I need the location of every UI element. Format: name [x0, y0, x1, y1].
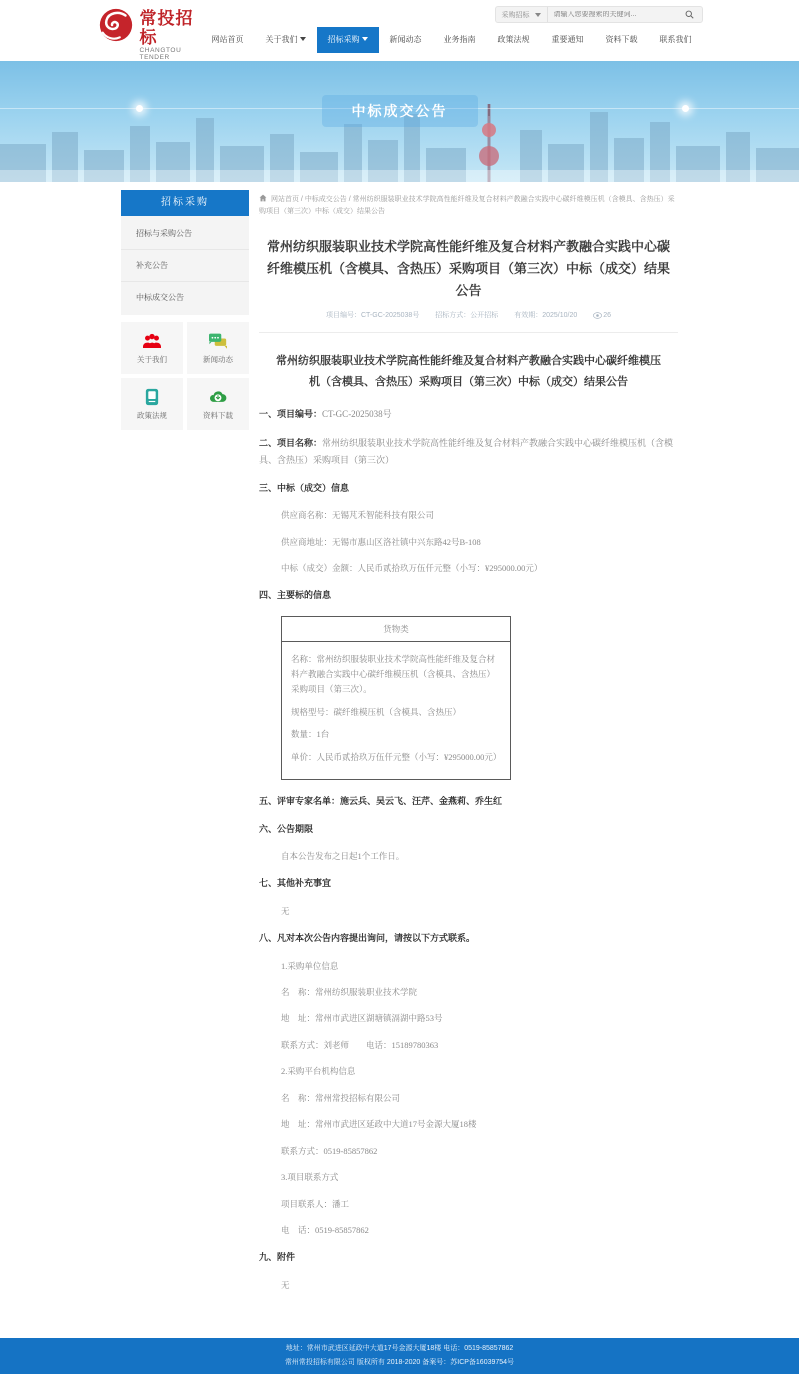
section-heading-announcement-period: 六、公告期限 [259, 823, 314, 834]
sidebar-title[interactable]: 招标采购 [121, 190, 249, 216]
book-icon [142, 388, 162, 406]
meta-view-count [593, 312, 611, 319]
view-count-value: 26 [603, 312, 612, 320]
section-value: CT-GC-2025038号 [322, 409, 392, 420]
breadcrumb-separator: / [348, 196, 351, 204]
goods-quantity: 数量：1台 [291, 729, 330, 740]
nav-item-policy[interactable]: 政策法规 [497, 35, 530, 44]
chat-icon [208, 332, 228, 350]
goods-unit-price: 单价：人民币贰拾玖万伍仟元整（小写：¥295000.00元） [291, 752, 502, 763]
nav-item-notice[interactable]: 重要通知 [551, 35, 584, 44]
sidebar-menu [121, 216, 249, 315]
page-title: 常州纺织服装职业技术学院高性能纤维及复合材料产教融合实践中心碳纤维模压机（含模具、含热压）采购项目（第三次）中标（成交）结果公告 [266, 239, 670, 299]
sidebar-item-award-announcements[interactable]: 中标成交公告 [136, 293, 184, 303]
section-label: 二、项目名称： [259, 438, 323, 449]
platform-contact: 联系方式：0519-85857862 [281, 1145, 378, 1156]
section-heading-experts: 五、评审专家名单：施云兵、吴云飞、汪芹、金燕莉、乔生红 [259, 796, 503, 807]
home-icon [259, 194, 267, 202]
nav-item-contact[interactable]: 联系我们 [659, 35, 692, 44]
goods-name: 名称：常州纺织服装职业技术学院高性能纤维及复合材料产教融合实践中心碳纤维模压机（含模具、含热压）采购项目（第三次）。 [291, 653, 496, 694]
footer-address-line: 地址：常州市武进区延政中大道17号金源大厦18楼 电话：0519-85857862 [285, 1345, 514, 1353]
nav-item-download[interactable]: 资料下载 [605, 35, 638, 44]
tile-policy[interactable] [121, 378, 183, 430]
announcement-article [259, 333, 678, 1292]
page-banner [0, 61, 799, 182]
section-project-number [259, 406, 678, 422]
nav-item-tender[interactable] [317, 27, 379, 53]
breadcrumb-separator: / [300, 196, 303, 204]
brand-name: 常投招标 [139, 9, 194, 47]
announcement-period-text: 自本公告发布之日起1个工作日。 [281, 850, 405, 861]
breadcrumb-section[interactable]: 中标成交公告 [304, 196, 347, 204]
cloud-download-icon [208, 388, 228, 406]
tile-label: 关于我们 [137, 354, 167, 364]
tile-downloads[interactable] [187, 378, 249, 430]
section-heading-contact: 八、凡对本次公告内容提出询问，请按以下方式联系。 [259, 933, 476, 944]
award-amount: 中标（成交）金额：人民币贰拾玖万伍仟元整（小写：¥295000.00元） [281, 563, 543, 574]
meta-tender-method: 招标方式：公开招标 [435, 312, 499, 320]
goods-table [281, 616, 511, 780]
main-nav [201, 27, 703, 53]
search-category-value: 采购招标 [501, 11, 530, 19]
tile-label: 资料下载 [203, 410, 233, 420]
platform-info-title: 2.采购平台机构信息 [281, 1066, 356, 1077]
breadcrumb-home[interactable]: 网站首页 [270, 196, 299, 204]
section-heading-attachments: 九、附件 [259, 1252, 296, 1263]
sidebar-item-tender-announcements[interactable]: 招标与采购公告 [121, 218, 249, 250]
chevron-down-icon [362, 37, 368, 41]
search-button[interactable] [678, 7, 702, 22]
other-matters-text: 无 [281, 905, 290, 916]
search-category-select[interactable] [496, 7, 548, 22]
project-contact-person: 项目联系人：潘工 [281, 1198, 350, 1209]
attachments-text: 无 [281, 1279, 290, 1290]
goods-table-header: 货物类 [282, 617, 510, 642]
sidebar [121, 190, 249, 430]
project-contact-title: 3.项目联系方式 [281, 1172, 339, 1183]
nav-item-guide[interactable]: 业务指南 [443, 35, 476, 44]
site-logo[interactable] [97, 4, 209, 61]
section-value: 常州纺织服装职业技术学院高性能纤维及复合材料产教融合实践中心碳纤维模压机（含模具、含热压）采购项目（第三次） [259, 438, 674, 465]
purchaser-address: 地 址：常州市武进区湖塘镇滆湖中路53号 [281, 1013, 443, 1024]
nav-item-about-label: 关于我们 [265, 35, 298, 44]
chevron-down-icon [300, 37, 306, 41]
sidebar-quick-links [121, 322, 249, 430]
tile-label: 新闻动态 [203, 354, 233, 364]
article-body-title: 常州纺织服装职业技术学院高性能纤维及复合材料产教融合实践中心碳纤维模压机（含模具、含热压）采购项目（第三次）中标（成交）结果公告 [276, 355, 661, 389]
content-area [259, 190, 678, 1304]
breadcrumb-current-page: 常州纺织服装职业技术学院高性能纤维及复合材料产教融合实践中心碳纤维模压机（含模具、含热压）采购项目（第三次）中标（成交）结果公告 [259, 196, 675, 216]
purchaser-info-title: 1.采购单位信息 [281, 960, 339, 971]
project-contact-phone: 电 话：0519-85857862 [281, 1224, 369, 1235]
banner-title: 中标成交公告 [0, 95, 799, 127]
nav-item-about[interactable] [255, 27, 317, 53]
breadcrumb [259, 190, 678, 220]
section-project-name [259, 435, 678, 467]
search-icon [685, 10, 694, 19]
goods-spec: 规格型号：碳纤维模压机（含模具、含热压） [291, 706, 462, 717]
article-meta [259, 310, 678, 333]
chevron-down-icon [535, 13, 541, 17]
brand-logo-icon [97, 6, 135, 44]
footer-copyright-line: 常州常投招标有限公司 版权所有 2018-2020 备案号：苏ICP备16039754号 [284, 1358, 515, 1366]
purchaser-contact: 联系方式：刘老师 电话：15189780363 [281, 1039, 439, 1050]
nav-item-home[interactable]: 网站首页 [211, 35, 244, 44]
platform-address: 地 址：常州市武进区延政中大道17号金源大厦18楼 [281, 1119, 477, 1130]
tile-label: 政策法规 [137, 410, 167, 420]
sidebar-item-supplement-announcements[interactable]: 补充公告 [121, 250, 249, 282]
search-input[interactable] [548, 11, 678, 18]
supplier-address: 供应商地址：无锡市惠山区洛社镇中兴东路42号B-108 [281, 536, 481, 547]
section-heading-subject-info: 四、主要标的信息 [259, 590, 332, 601]
users-icon [142, 332, 162, 350]
tile-news[interactable] [187, 322, 249, 374]
brand-subtitle: CHANGTOU TENDER [139, 47, 182, 62]
goods-table-body [282, 642, 510, 779]
tile-about-us[interactable] [121, 322, 183, 374]
section-heading-award-info: 三、中标（成交）信息 [259, 482, 350, 493]
site-footer [0, 1338, 799, 1374]
section-label: 一、项目编号： [259, 409, 323, 420]
section-heading-other-matters: 七、其他补充事宜 [259, 878, 332, 889]
supplier-name: 供应商名称：无锡芃禾智能科技有限公司 [281, 510, 435, 521]
purchaser-name: 名 称：常州纺织服装职业技术学院 [281, 987, 418, 997]
eye-icon [593, 312, 602, 319]
site-header [0, 0, 799, 61]
meta-validity: 有效期：2025/10/20 [514, 312, 578, 320]
search-bar [495, 6, 703, 23]
nav-item-tender-label: 招标采购 [327, 35, 360, 44]
platform-name: 名 称：常州常投招标有限公司 [281, 1092, 401, 1103]
meta-project-number: 项目编号：CT-GC-2025038号 [325, 312, 420, 320]
nav-item-news[interactable]: 新闻动态 [389, 35, 422, 44]
